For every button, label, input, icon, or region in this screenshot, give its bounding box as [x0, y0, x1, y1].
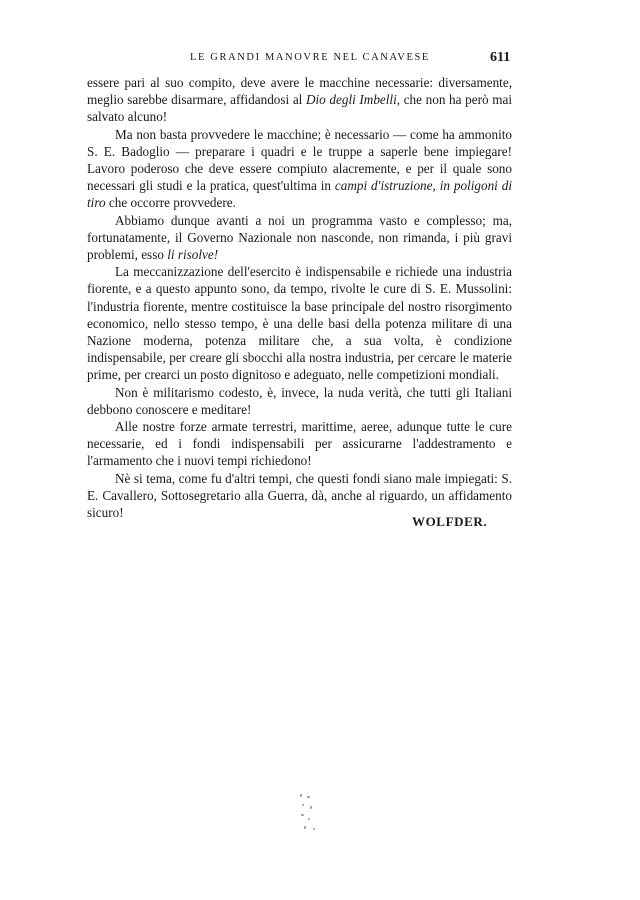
page-number: 611	[490, 50, 511, 65]
author-signature: WOLFDER.	[412, 514, 488, 529]
paragraph-4: La meccanizzazione dell'esercito è indispensabile e richiede una industria fiorente, e a questo appunto sono, da tempo, rivolte le cure di S. E. Mussolini: l'industria fiorente, mentre costituisce la base principale del nostro risorgimento economico, nello stesso tempo, è una delle basi della potenza militare di una Nazione moderna, potenza militare che, a sua volta, è condizione indispensabile, per creare gli sbocchi alla nostra industria, per cercare le materie prime, per crearci un posto dignitoso e adeguato, nelle competizioni mondiali.	[87, 264, 512, 383]
paragraph-1-emphasis: Dio degli Imbelli	[305, 92, 397, 108]
scan-artifact	[298, 792, 328, 832]
paragraph-3-emphasis: li risolve!	[167, 247, 219, 263]
paragraph-7: Nè si tema, come fu d'altri tempi, che questi fondi siano male impiegati: S. E. Cavallero, Sottosegretario alla Guerra, dà, anche al riguardo, un affidamento sicuro!	[87, 470, 512, 521]
paragraph-3-text-a: Abbiamo dunque avanti a noi un programma vasto e complesso; ma, fortunatamente, il Governo Nazionale non nasconde, non rimanda, i più gravi problemi, esso	[87, 212, 512, 263]
paragraph-2	[87, 126, 512, 212]
paragraph-5: Non è militarismo codesto, è, invece, la nuda verità, che tutti gli Italiani debbono conoscere e meditare!	[87, 384, 512, 417]
paragraph-2-text-b: che occorre provvedere.	[105, 195, 236, 211]
running-title: LE GRANDI MANOVRE NEL CANAVESE	[190, 52, 430, 63]
paragraph-1-text-a: essere pari al suo compito, deve avere le macchine necessarie: diversamente, meglio sarebbe disarmare, affidandosi al	[87, 75, 512, 108]
paragraph-2-emphasis: campi d'istruzione, in poligoni di tiro	[87, 178, 512, 211]
paragraph-3	[87, 212, 512, 264]
paragraph-6: Alle nostre forze armate terrestri, marittime, aeree, adunque tutte le cure necessarie, ed i fondi indispensabili per assicurarne l'addestramento e l'armamento che i nuovi tempi richiedono!	[87, 419, 512, 469]
paragraph-1-text-b: , che non ha però mai salvato alcuno!	[87, 92, 512, 125]
article-body	[87, 74, 512, 521]
paragraph-1	[87, 74, 512, 126]
paragraph-2-text-a: Ma non basta provvedere le macchine; è necessario — come ha ammonito S. E. Badoglio — preparare i quadri e le truppe a saperle bene impiegare! Lavoro poderoso che deve essere compiuto alacremente, e per il quale sono necessari gli studi e la pratica, quest'ultima in	[87, 126, 512, 194]
